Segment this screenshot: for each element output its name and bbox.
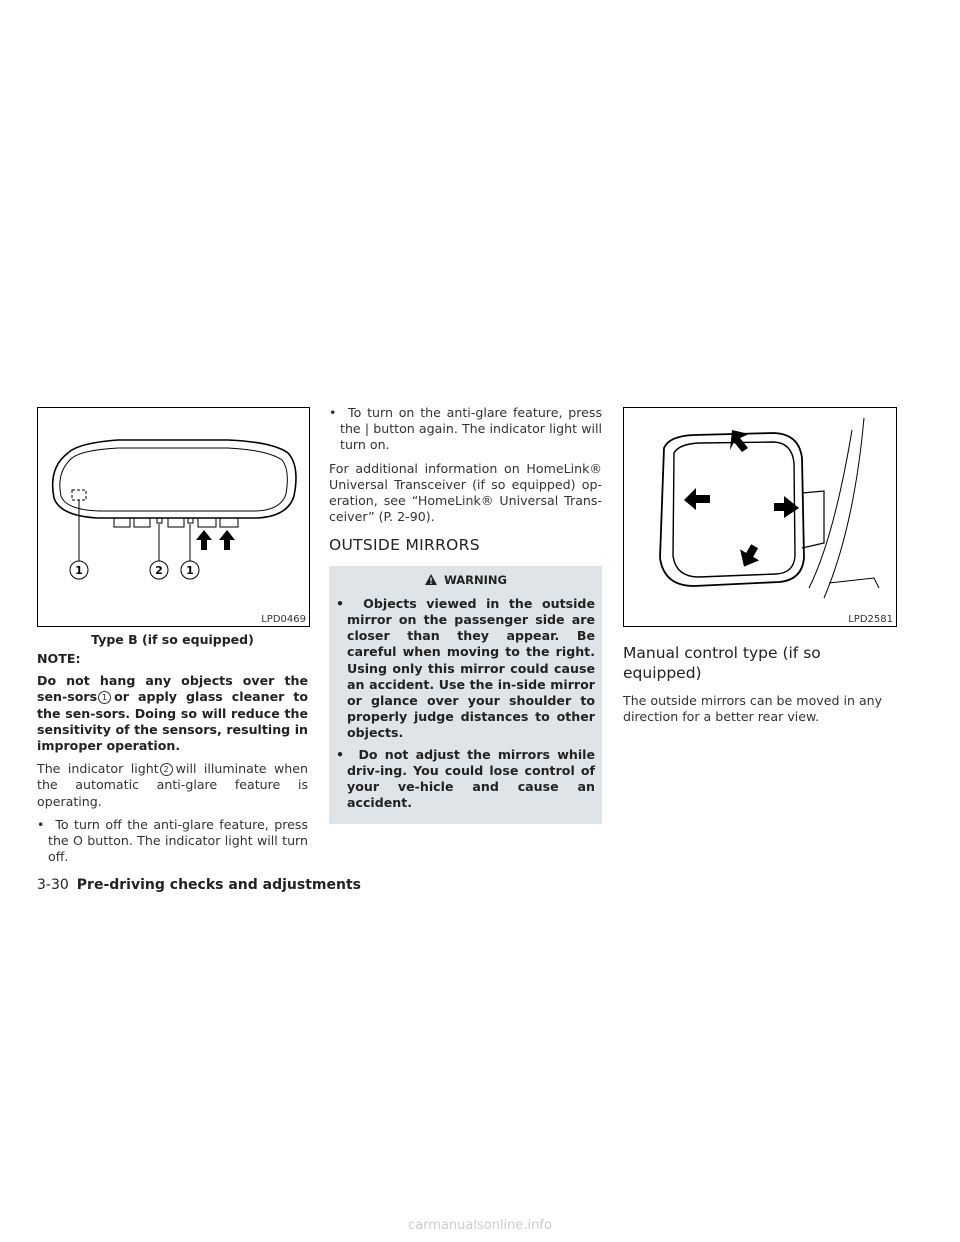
figure-mirror-type-b [37,407,310,627]
note-text-b: or apply glass cleaner to the sen-sors. Doing so will reduce the sensitivity of the sensors, resulting in improper operation. [37,689,308,754]
warning-header [336,572,595,588]
chapter-title: Pre-driving checks and adjustments [76,877,361,893]
watermark-text: carmanualsonline.info [408,1218,552,1233]
warning-item: • Objects viewed in the outside mirror on the passenger side are closer than they appear. Be careful when moving to the right. Using only this mirror could cause an accident. Use the in-side mirror or glance over your shoulder to properly judge distances to other objects. [336,595,595,741]
indicator-paragraph [37,761,308,810]
section-heading: OUTSIDE MIRRORS [329,536,480,555]
ref-1-icon: 1 [98,691,111,704]
ref-2-icon: 2 [160,763,173,776]
page-footer [37,877,361,893]
warning-triangle-icon [424,573,438,586]
right-column [623,643,895,732]
figure-id: LPD0469 [261,614,306,625]
warning-item: • Do not adjust the mirrors while driv-ing. You could lose control of your ve-hicle and cause an accident. [336,746,596,811]
warning-label: WARNING [444,572,507,587]
subsection-heading: Manual control type (if so equipped) [623,644,821,682]
middle-column [329,405,602,824]
warning-item-text: Do not adjust the mirrors while driv-ing. You could lose control of your ve-hicle and cause an accident. [347,746,596,811]
outside-mirror-illustration [624,408,896,626]
indicator-text-a: The indicator light [37,761,159,777]
bullet-turn-on-text: To turn on the anti-glare feature, press the | button again. The indicator light will turn on. [340,405,603,453]
left-column [37,651,308,872]
warning-item-text: Objects viewed in the outside mirror on the passenger side are closer than they appear. Be careful when moving to the right. Using only this mirror could cause an accident. Use the in-side mirror or glance over your shoulder to properly judge distances to other objects. [347,595,595,741]
bullet-turn-off: • To turn off the anti-glare feature, press the O button. The indicator light will turn off. [37,816,308,865]
note-label: NOTE: [37,651,81,666]
callout-1a: 1 [75,564,83,577]
page-number: 3-30 [37,877,69,893]
bullet-turn-off-text: To turn off the anti-glare feature, press the O button. The indicator light will turn off. [48,816,308,865]
note-text [37,673,308,754]
callout-1b: 1 [186,564,194,577]
indicator-text-b: will illuminate when the automatic anti-glare feature is operating. [37,761,309,809]
homelink-paragraph: For additional information on HomeLink® Universal Transceiver (if so equipped) op-eration, see “HomeLink® Universal Trans-ceiver” (P. 2-90). [329,460,602,525]
warning-box [329,566,602,825]
callout-2: 2 [155,564,163,577]
figure-caption: Type B (if so equipped) [91,632,254,647]
mirror-illustration [38,408,309,626]
figure-outside-mirror [623,407,897,627]
note-text-a: Do not hang any objects over the sen-sors [37,673,308,705]
figure-id: LPD2581 [848,614,893,625]
bullet-turn-on: • To turn on the anti-glare feature, press the | button again. The indicator light will turn on. [329,405,603,453]
manual-control-body: The outside mirrors can be moved in any direction for a better rear view. [623,693,883,725]
